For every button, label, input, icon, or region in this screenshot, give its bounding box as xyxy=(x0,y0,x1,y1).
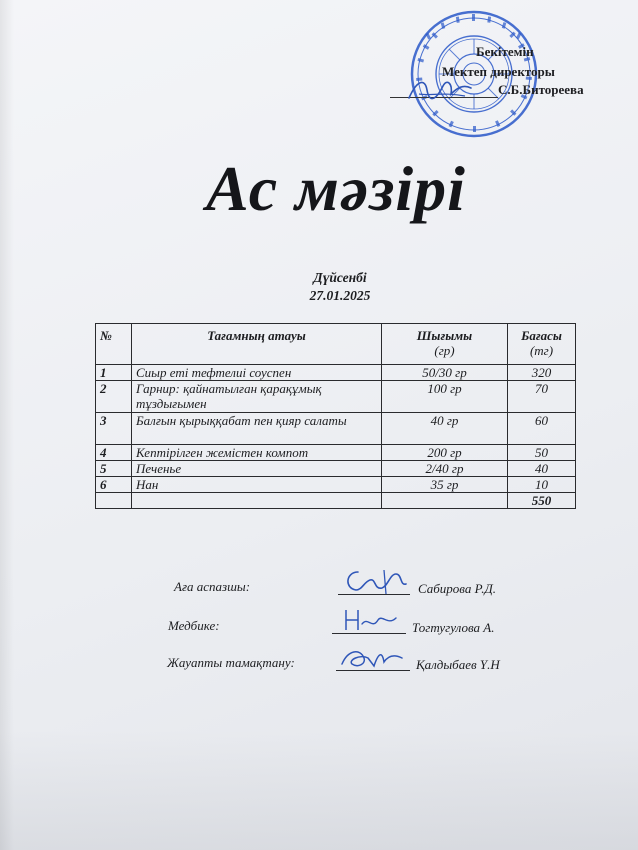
signature-name-responsible: Қалдыбаев Ү.Н xyxy=(416,657,500,672)
approval-position: Мектеп директоры xyxy=(442,64,555,79)
signature-role-chef: Аға аспазшы: xyxy=(174,579,251,594)
row-price: 60 xyxy=(508,413,576,445)
row-price: 320 xyxy=(508,365,576,381)
row-num: 3 xyxy=(96,413,132,445)
row-dish: Балғын қырыққабат пен қияр салаты xyxy=(132,413,382,445)
table-row xyxy=(96,413,576,445)
total-price: 550 xyxy=(508,493,576,509)
page-bottom-shadow xyxy=(0,730,638,850)
row-num: 6 xyxy=(96,477,132,493)
nurse-signature-icon xyxy=(338,606,402,634)
header-name: Тағамның атауы xyxy=(132,324,382,365)
menu-table xyxy=(95,323,576,509)
menu-date: 27.01.2025 xyxy=(309,288,371,303)
weekday-label: Дүйсенбі xyxy=(313,270,367,285)
row-dish: Сиыр еті тефтелиі соуспен xyxy=(132,365,382,381)
table-row xyxy=(96,365,576,381)
page-title: Ас мәзірі xyxy=(206,153,466,224)
table-row xyxy=(96,445,576,461)
row-yield: 2/40 гр xyxy=(382,461,508,477)
header-price-label: Бағасы xyxy=(521,328,562,343)
header-num: № xyxy=(96,324,132,365)
row-price: 40 xyxy=(508,461,576,477)
row-price: 10 xyxy=(508,477,576,493)
header-yield-unit: (гр) xyxy=(434,343,455,358)
row-yield: 200 гр xyxy=(382,445,508,461)
row-yield: 100 гр xyxy=(382,381,508,413)
row-yield: 50/30 гр xyxy=(382,365,508,381)
row-price: 70 xyxy=(508,381,576,413)
row-dish: Кептірілген жемістен компот xyxy=(132,445,382,461)
signature-name-nurse: Тогтугулова А. xyxy=(412,620,495,635)
row-yield: 35 гр xyxy=(382,477,508,493)
page-edge-shadow xyxy=(0,0,14,850)
approval-heading: Бекітемін xyxy=(476,44,534,59)
row-num: 4 xyxy=(96,445,132,461)
header-price xyxy=(508,324,576,365)
row-yield: 40 гр xyxy=(382,413,508,445)
row-dish: Печенье xyxy=(132,461,382,477)
director-signature-icon xyxy=(405,74,475,106)
menu-table-header xyxy=(96,324,576,365)
total-empty-cell xyxy=(132,493,382,509)
row-price: 50 xyxy=(508,445,576,461)
header-yield xyxy=(382,324,508,365)
responsible-signature-icon xyxy=(338,644,406,672)
table-row xyxy=(96,381,576,413)
row-num: 5 xyxy=(96,461,132,477)
header-price-unit: (тг) xyxy=(529,343,554,358)
row-num: 1 xyxy=(96,365,132,381)
row-dish: Гарнир: қайнатылған қарақұмық тұздығымен xyxy=(132,381,382,413)
table-row xyxy=(96,461,576,477)
approval-name: С.Б.Битореева xyxy=(498,82,584,97)
chef-signature-icon xyxy=(340,566,410,598)
total-empty-cell xyxy=(382,493,508,509)
row-num: 2 xyxy=(96,381,132,413)
row-dish: Нан xyxy=(132,477,382,493)
header-yield-label: Шығымы xyxy=(416,328,473,343)
signature-role-nurse: Медбике: xyxy=(168,618,220,633)
signature-role-responsible: Жауапты тамақтану: xyxy=(167,655,295,670)
table-row xyxy=(96,477,576,493)
signature-name-chef: Сабирова Р.Д. xyxy=(418,581,497,596)
total-empty-cell xyxy=(96,493,132,509)
total-row xyxy=(96,493,576,509)
